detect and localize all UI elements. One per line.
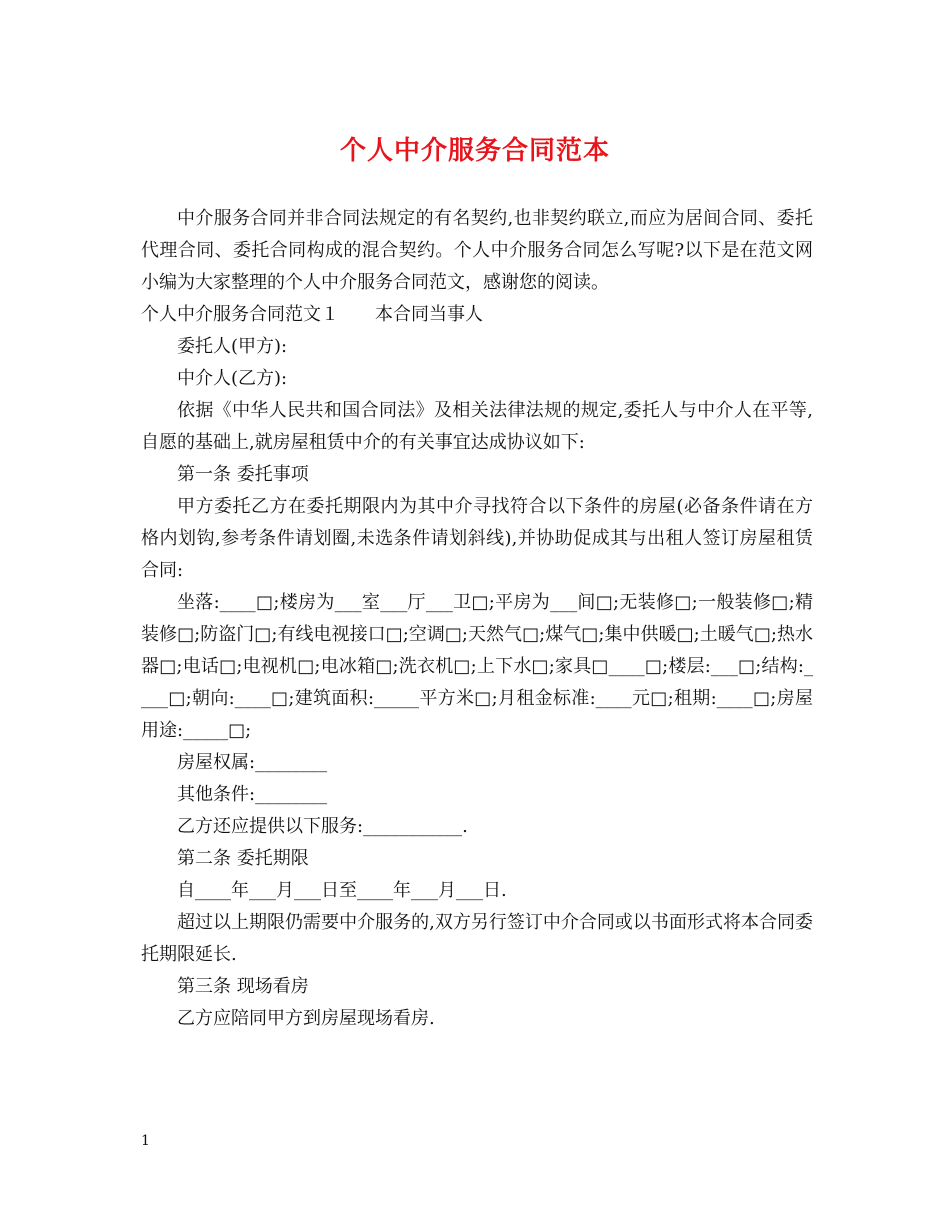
viewing-line: 乙方应陪同甲方到房屋现场看房. [177, 1008, 435, 1029]
legal-basis-paragraph: 依据《中华人民共和国合同法》及相关法律法规的规定,委托人与中介人在平等,自愿的基础上,就房屋租赁中介的有关事宜达成协议如下: [141, 400, 813, 453]
client-party-line: 委托人(甲方): [177, 336, 288, 357]
sample-title: 个人中介服务合同范文１ [141, 304, 339, 325]
document-body [141, 203, 813, 1035]
page-number: 1 [141, 1133, 150, 1149]
article-2-heading: 第二条 委托期限 [177, 848, 309, 869]
agent-party-line: 中介人(乙方): [177, 368, 288, 389]
article-1-paragraph: 甲方委托乙方在委托期限内为其中介寻找符合以下条件的房屋(必备条件请在方格内划钩,参考条件请划圈,未选条件请划斜线),并协助促成其与出租人签订房屋租赁合同: [141, 496, 813, 581]
term-dates-line: 自____年___月___日至____年___月___日. [177, 880, 507, 901]
ownership-line: 房屋权属:________ [177, 752, 328, 773]
intro-paragraph: 中介服务合同并非合同法规定的有名契约,也非契约联立,而应为居间合同、委托代理合同、委托合同构成的混合契约。个人中介服务合同怎么写呢?以下是在范文网小编为大家整理的个人中介服务合同范文，感谢您的阅读。 [141, 208, 813, 293]
other-conditions-line: 其他条件:________ [177, 784, 328, 805]
document-title: 个人中介服务合同范本 [339, 136, 610, 166]
parties-heading: 本合同当事人 [375, 304, 483, 325]
article-1-heading: 第一条 委托事项 [177, 464, 309, 485]
article-3-heading: 第三条 现场看房 [177, 976, 309, 997]
sample-subheading [141, 299, 813, 331]
term-extension-paragraph: 超过以上期限仍需要中介服务的,双方另行签订中介合同或以书面形式将本合同委托期限延长. [141, 912, 813, 965]
house-conditions-paragraph: 坐落:____□;楼房为___室___厅___卫□;平房为___间□;无装修□;一般装修□;精装修□;防盗门□;有线电视接口□;空调□;天然气□;煤气□;集中供暖□;土暖气□;热水器□;电话□;电视机□;电冰箱□;洗衣机□;上下水□;家具□____□;楼层:___□;结构:____□;朝向:____□;建筑面积:_____平方米□;月租金标准:____元□;租期:____□;房屋用途:_____□; [141, 592, 813, 741]
extra-services-line: 乙方还应提供以下服务:___________. [177, 816, 468, 837]
